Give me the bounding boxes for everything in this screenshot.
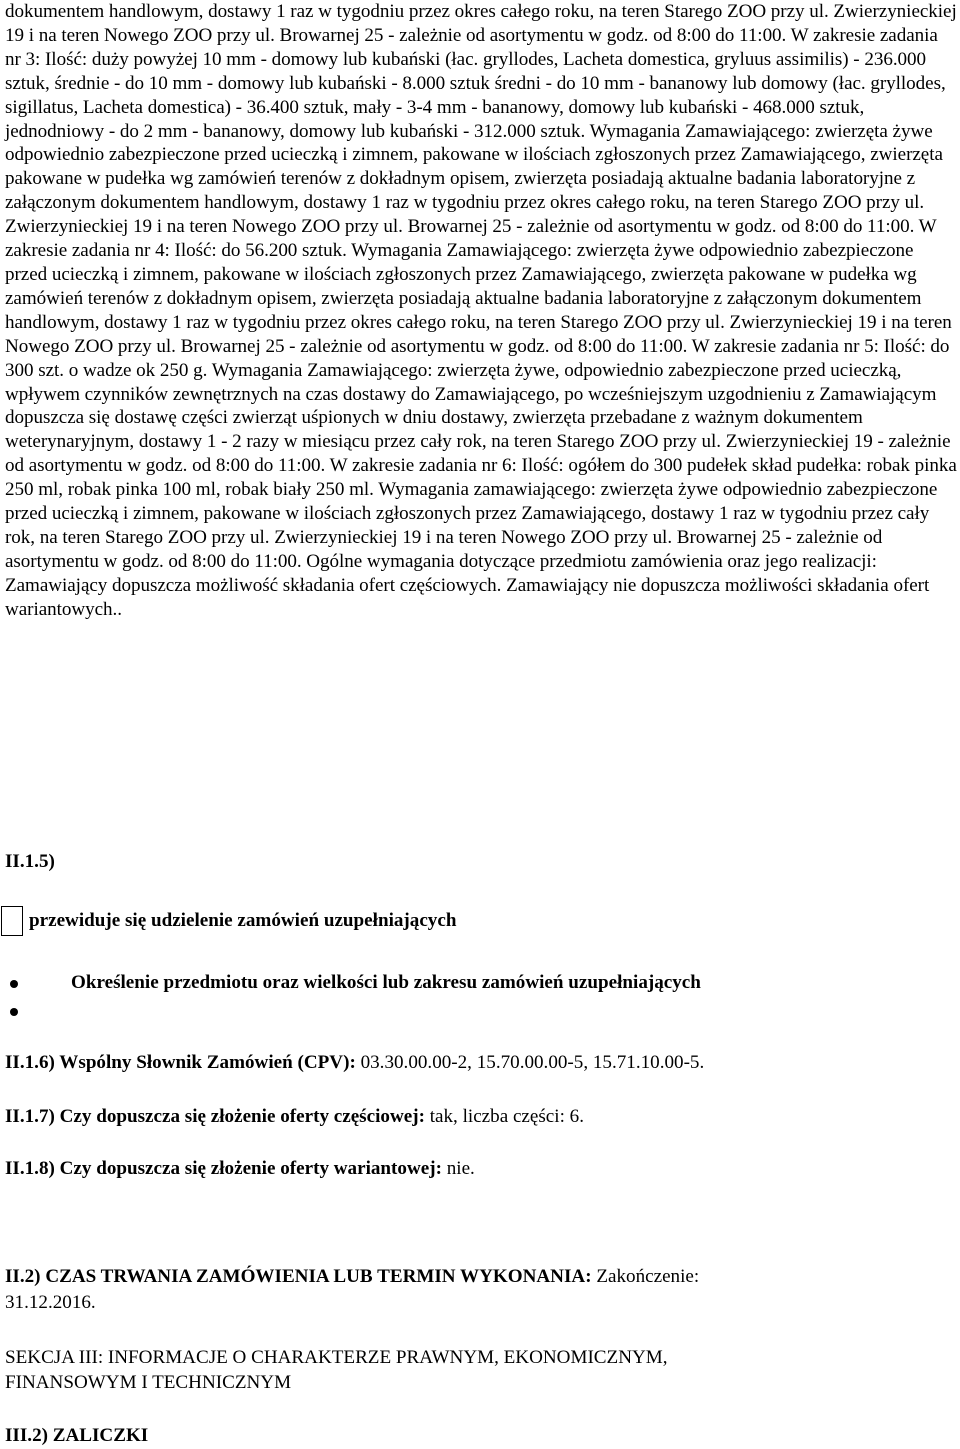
bullet-icon — [10, 980, 18, 988]
cpv-label: II.1.6) Wspólny Słownik Zamówień (CPV): — [5, 1052, 356, 1073]
advance-payments-heading: III.2) ZALICZKI — [5, 1425, 149, 1446]
duration-label: II.2) CZAS TRWANIA ZAMÓWIENIA LUB TERMIN WYKONANIA: — [5, 1266, 592, 1287]
document-body — [5, 0, 957, 622]
duration-line — [5, 1265, 699, 1289]
cpv-value: 03.30.00.00-2, 15.70.00.00-5, 15.71.10.00-5. — [355, 1052, 705, 1073]
supplementary-orders-row — [1, 905, 456, 937]
bullet-icon — [10, 1008, 18, 1016]
bullet-text: Określenie przedmiotu oraz wielkości lub zakresu zamówień uzupełniających — [71, 972, 701, 993]
supplementary-orders-checkbox[interactable] — [1, 906, 23, 936]
variant-offer-label: II.1.8) Czy dopuszcza się złożenie oferty wariantowej: — [5, 1158, 442, 1179]
list-item — [0, 969, 701, 997]
partial-offer-label: II.1.7) Czy dopuszcza się złożenie oferty częściowej: — [5, 1106, 425, 1127]
supplementary-orders-bullets — [0, 969, 701, 1025]
section-label-ii-1-5: II.1.5) — [5, 851, 55, 872]
duration-value: Zakończenie: — [591, 1266, 700, 1287]
variant-offer-value: nie. — [441, 1158, 475, 1179]
cpv-line — [5, 1051, 704, 1075]
list-item — [0, 997, 701, 1025]
section-iii-heading-line2: FINANSOWYM I TECHNICZNYM — [5, 1372, 292, 1393]
partial-offer-value: tak, liczba części: 6. — [424, 1106, 584, 1127]
variant-offer-line — [5, 1157, 475, 1181]
partial-offer-line — [5, 1105, 584, 1129]
body-paragraph: dokumentem handlowym, dostawy 1 raz w tygodniu przez okres całego roku, na teren Starego ZOO przy ul. Zwierzynieckiej 19 i na teren Nowego ZOO przy ul. Browarnej 25 - zależnie od asortymentu w godz. od 8:00 do 11:00. W zakresie zadania nr 3: Ilość: duży powyżej 10 mm - domowy lub kubański (łac. gryllodes, Lacheta domestica, gryluus assimilis) - 236.000 sztuk, średnie - do 10 mm - domowy lub kubański - 8.000 sztuk średni - do 10 mm - bananowy lub domowy (łac. gryllodes, sigillatus, Lacheta domestica) - 36.400 sztuk, mały - 3-4 mm - bananowy, domowy lub kubański - 468.000 sztuk, jednodniowy - do 2 mm - bananowy, domowy lub kubański - 312.000 sztuk. Wymagania Zamawiającego: zwierzęta żywe odpowiednio zabezpieczone przed ucieczką i zimnem, pakowane w ilościach zgłoszonych przez Zamawiającego, zwierzęta pakowane w pudełka wg zamówień terenów z dokładnym opisem, zwierzęta posiadają aktualne badania laboratoryjne z załączonym dokumentem handlowym, dostawy 1 raz w tygodniu przez okres całego roku, na teren Starego ZOO przy ul. Zwierzynieckiej 19 i na teren Nowego ZOO przy ul. Browarnej 25 - zależnie od asortymentu w godz. od 8:00 do 11:00. W zakresie zadania nr 4: Ilość: do 56.200 sztuk. Wymagania Zamawiającego: zwierzęta żywe odpowiednio zabezpieczone przed ucieczką i zimnem, pakowane w ilościach zgłoszonych przez Zamawiającego, zwierzęta pakowane w pudełka wg zamówień terenów z dokładnym opisem, zwierzęta posiadają aktualne badania laboratoryjne z załączonym dokumentem handlowym, dostawy 1 raz w tygodniu przez okres całego roku, na teren Starego ZOO przy ul. Zwierzynieckiej 19 i na teren Nowego ZOO przy ul. Browarnej 25 - zależnie od asortymentu w godz. od 8:00 do 11:00. W zakresie zadania nr 5: Ilość: do 300 szt. o wadze ok 250 g. Wymagania Zamawiającego: zwierzęta żywe, odpowiednio zabezpieczone przed ucieczką, wpływem czynników zewnętrznych na czas dostawy do Zamawiającego, po wcześniejszym uzgodnieniu z Zamawiającym dopuszcza się dostawę części zwierząt uśpionych w dniu dostawy, zwierzęta przebadane z ważnym dokumentem weterynaryjnym, dostawy 1 - 2 razy w miesiącu przez cały rok, na teren Starego ZOO przy ul. Zwierzynieckiej 19 - zależnie od asortymentu w godz. od 8:00 do 11:00. W zakresie zadania nr 6: Ilość: ogółem do 300 pudełek skład pudełka: robak pinka 250 ml, robak pinka 100 ml, robak biały 250 ml. Wymagania zamawiającego: zwierzęta żywe odpowiednio zabezpieczone przed ucieczką i zimnem, pakowane w ilościach zgłoszonych przez Zamawiającego, dostawy 1 raz w tygodniu przez cały rok, na teren Starego ZOO przy ul. Zwierzynieckiej 19 i na teren Nowego ZOO przy ul. Browarnej 25 - zależnie od asortymentu w godz. od 8:00 do 11:00. Ogólne wymagania dotyczące przedmiotu zamówienia oraz jego realizacji: Zamawiający dopuszcza możliwość składania ofert częściowych. Zamawiający nie dopuszcza możliwości składania ofert wariantowych.. — [5, 1, 957, 620]
duration-date: 31.12.2016. — [5, 1292, 96, 1313]
supplementary-orders-label: przewiduje się udzielenie zamówień uzupełniających — [29, 910, 457, 931]
section-iii-heading-line1: SEKCJA III: INFORMACJE O CHARAKTERZE PRAWNYM, EKONOMICZNYM, — [5, 1347, 668, 1368]
